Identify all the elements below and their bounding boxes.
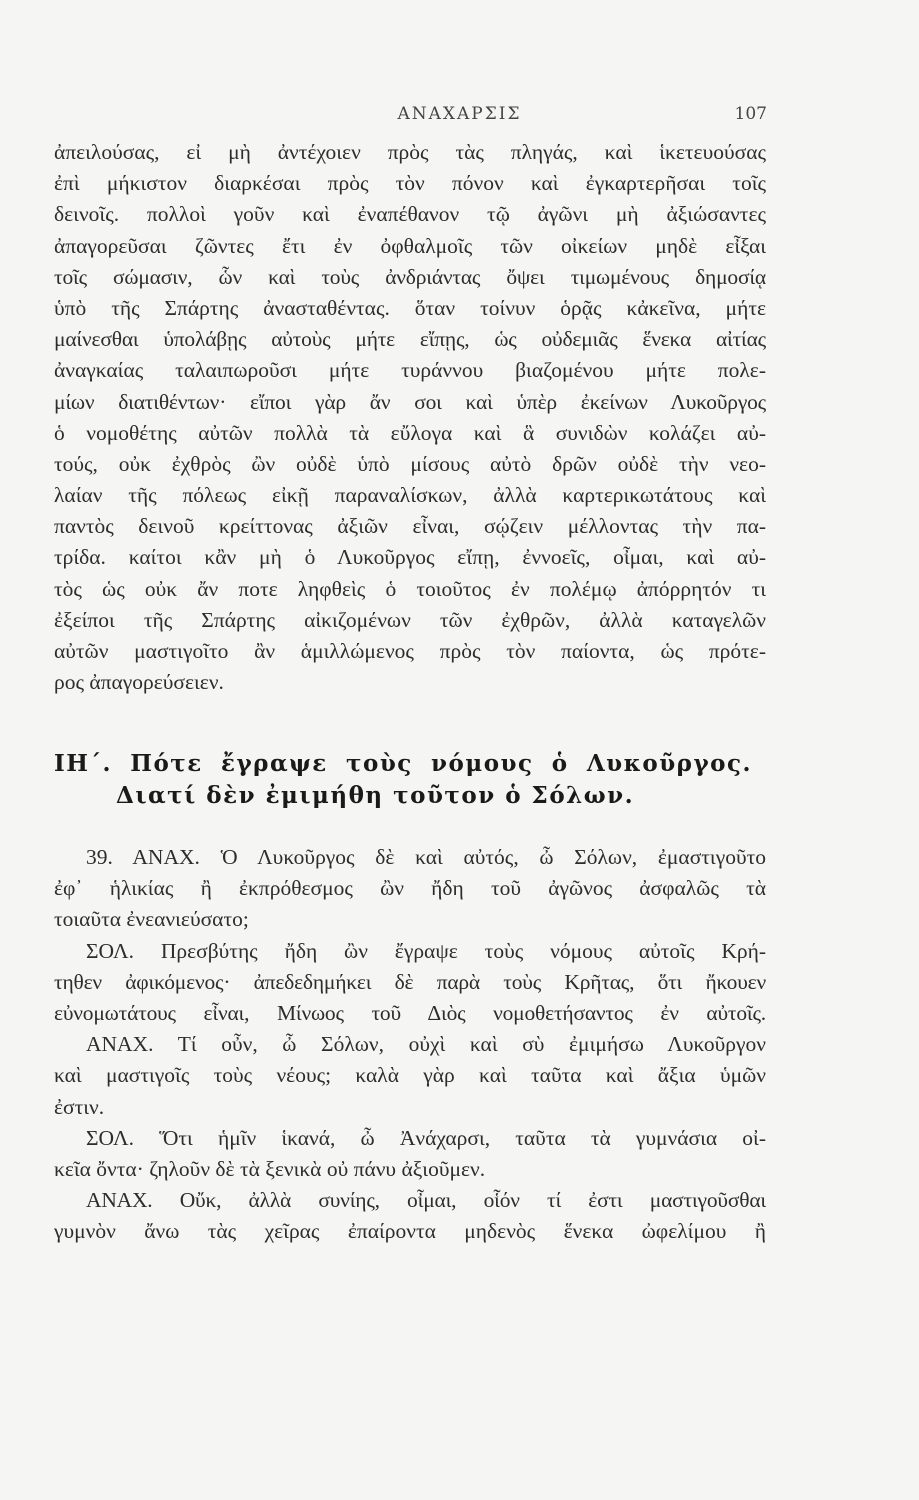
text-line: ἀπειλούσας, εἰ μὴ ἀντέχοιεν πρὸς τὰς πληγάς, καὶ ἱκετευούσας <box>54 140 766 164</box>
text-line: ἀναγκαίας ταλαιπωροῦσι μήτε τυράννου βιαζομένου μήτε πολε- <box>54 358 766 383</box>
text-line: μίων διατιθέντων· εἴποι γὰρ ἄν σοι καὶ ὑπὲρ ἐκείνων Λυκοῦργος <box>54 389 766 414</box>
dialogue-block <box>54 842 766 1247</box>
text-line: 39. ΑΝΑΧ. Ὁ Λυκοῦργος δὲ καὶ αὐτός, ὦ Σόλων, ἐμαστιγοῦτο <box>86 845 766 869</box>
text-line: ὁ νομοθέτης αὐτῶν πολλὰ τὰ εὔλογα καὶ ἃ συνιδὼν κολάζει αὐ- <box>54 420 766 445</box>
text-line: παντὸς δεινοῦ κρείττονας ἀξιῶν εἶναι, σῴζειν μέλλοντας τὴν πα- <box>54 514 766 539</box>
section-heading-line-1: ΙΗ΄. Πότε ἔγραψε τοὺς νόμους ὁ Λυκοῦργος. <box>54 750 752 777</box>
text-line: ρος ἀπαγορεύσειεν. <box>54 670 224 695</box>
running-title: ΑΝΑΧΑΡΣΙΣ <box>397 104 522 124</box>
text-line: εὐνομωτάτους εἶναι, Μίνωος τοῦ Διὸς νομοθετήσαντος ἐν αὐτοῖς. <box>54 1000 766 1025</box>
dialogue-paragraph-anach-2 <box>54 1029 766 1123</box>
text-line: ἐξείποι τῆς Σπάρτης αἰκιζομένων τῶν ἐχθρῶν, ἀλλὰ καταγελῶν <box>54 607 766 632</box>
text-line: αὐτῶν μαστιγοῖτο ἂν ἁμιλλώμενος πρὸς τὸν παίοντα, ὡς πρότε- <box>54 639 766 663</box>
section-heading <box>54 748 766 812</box>
section-heading-line-2: Διατί δὲν ἐμιμήθη τοῦτον ὁ Σόλων. <box>116 782 635 809</box>
text-line: τρίδα. καίτοι κἂν μὴ ὁ Λυκοῦργος εἴπῃ, ἐννοεῖς, οἶμαι, καὶ αὐ- <box>54 545 766 570</box>
dialogue-paragraph-sol-1 <box>54 936 766 1030</box>
dialogue-paragraph-anach-1 <box>54 842 766 936</box>
text-line: τὸς ὡς οὐκ ἄν ποτε ληφθεὶς ὁ τοιοῦτος ἐν πολέμῳ ἀπόρρητόν τι <box>54 576 766 601</box>
text-line: ἐπὶ μήκιστον διαρκέσαι πρὸς τὸν πόνον καὶ ἐγκαρτερῆσαι τοῖς <box>54 171 766 196</box>
text-line: ΑΝΑΧ. Οὔκ, ἀλλὰ συνίης, οἶμαι, οἷόν τί ἐστι μαστιγοῦσθαι <box>86 1188 766 1213</box>
text-line: δεινοῖς. πολλοὶ γοῦν καὶ ἐναπέθανον τῷ ἀγῶνι μὴ ἀξιώσαντες <box>54 202 766 227</box>
text-line: μαίνεσθαι ὑπολάβῃς αὐτοὺς μήτε εἴπῃς, ὡς οὐδεμιᾶς ἕνεκα αἰτίας <box>54 327 766 352</box>
text-line: ΣΟΛ. Πρεσβύτης ἤδη ὢν ἔγραψε τοὺς νόμους αὐτοῖς Κρή- <box>86 938 766 963</box>
text-line: τηθεν ἀφικόμενος· ἀπεδεδημήκει δὲ παρὰ τοὺς Κρῆτας, ὅτι ἤκουεν <box>54 969 766 994</box>
text-line: τοῖς σώμασιν, ὧν καὶ τοὺς ἀνδριάντας ὄψει τιμωμένους δημοσίᾳ <box>54 264 766 289</box>
text-line: καὶ μαστιγοῖς τοὺς νέους; καλὰ γὰρ καὶ ταῦτα καὶ ἄξια ὑμῶν <box>54 1063 766 1088</box>
dialogue-paragraph-sol-2 <box>54 1123 766 1185</box>
text-line: ἐφ᾽ ἡλικίας ἢ ἐκπρόθεσμος ὢν ἤδη τοῦ ἀγῶνος ἀσφαλῶς τὰ <box>54 876 766 901</box>
text-line: ΑΝΑΧ. Τί οὖν, ὦ Σόλων, οὐχὶ καὶ σὺ ἐμιμήσω Λυκοῦργον <box>86 1032 766 1057</box>
text-line: ἐστιν. <box>54 1094 105 1119</box>
text-line: κεῖα ὄντα· ζηλοῦν δὲ τὰ ξενικὰ οὐ πάνυ ἀξιοῦμεν. <box>54 1156 486 1181</box>
paragraph-continuation <box>54 137 766 698</box>
text-line: ΣΟΛ. Ὅτι ἡμῖν ἱκανά, ὦ Ἀνάχαρσι, ταῦτα τὰ γυμνάσια οἰ- <box>86 1125 766 1150</box>
text-line: ὑπὸ τῆς Σπάρτης ἀνασταθέντας. ὅταν τοίνυν ὁρᾷς κἀκεῖνα, μήτε <box>54 295 766 320</box>
page-header <box>0 104 919 128</box>
dialogue-paragraph-anach-3 <box>54 1185 766 1247</box>
text-line: γυμνὸν ἄνω τὰς χεῖρας ἐπαίροντα μηδενὸς ἕνεκα ὠφελίμου ἢ <box>54 1219 766 1244</box>
text-line: ἀπαγορεῦσαι ζῶντες ἔτι ἐν ὀφθαλμοῖς τῶν οἰκείων μηδὲ εἶξαι <box>54 233 766 258</box>
text-line: τοιαῦτα ἐνεανιεύσατο; <box>54 907 249 932</box>
text-line: τούς, οὐκ ἐχθρὸς ὢν οὐδὲ ὑπὸ μίσους αὐτὸ δρῶν οὐδὲ τὴν νεο- <box>54 451 766 476</box>
page-number: 107 <box>734 104 767 124</box>
text-line: λαίαν τῆς πόλεως εἰκῇ παραναλίσκων, ἀλλὰ καρτερικωτάτους καὶ <box>54 483 766 508</box>
